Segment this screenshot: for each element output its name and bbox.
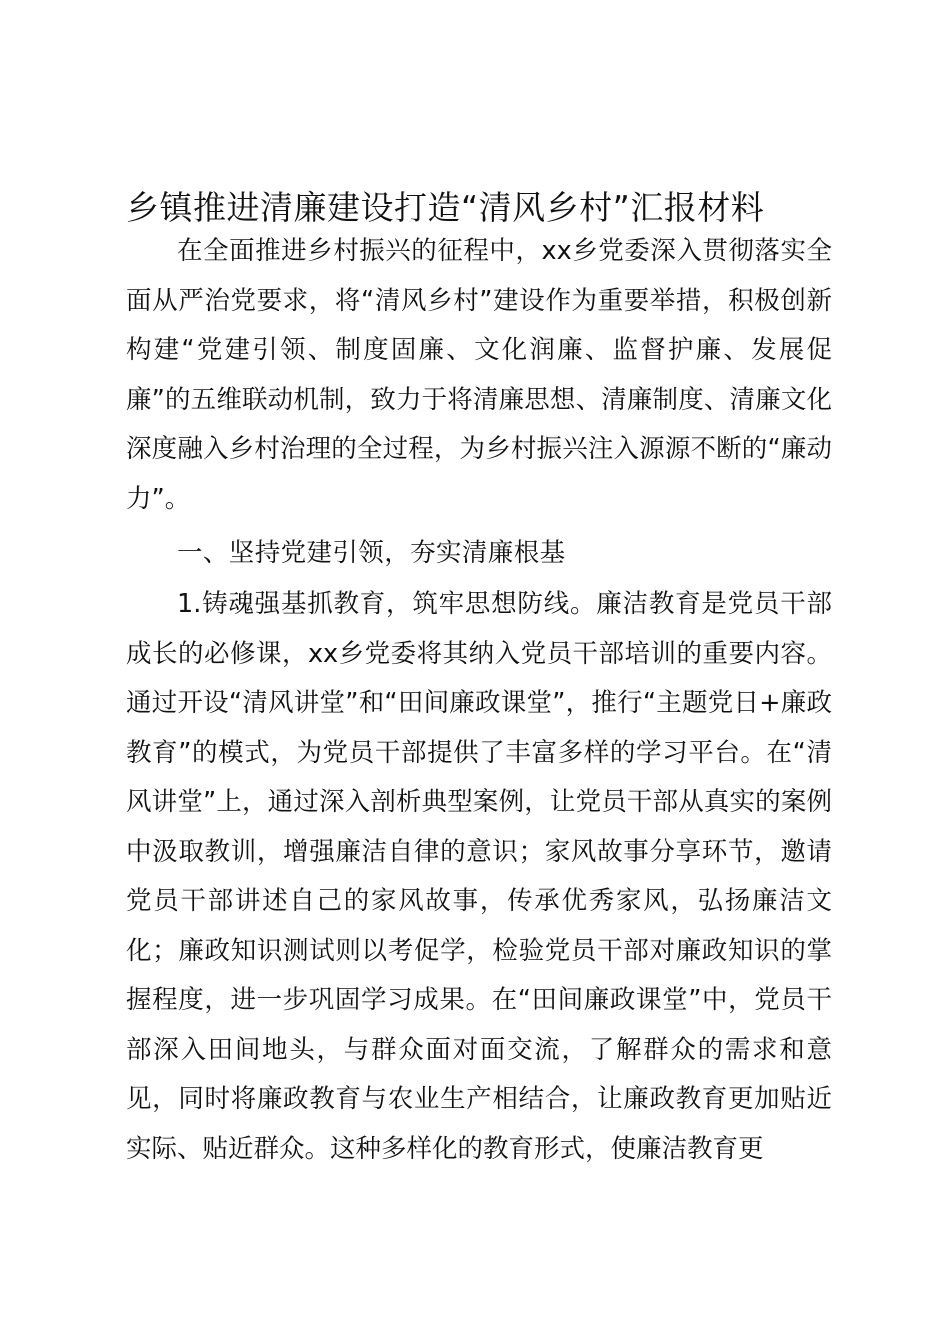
section-heading: 一、坚持党建引领，夯实清廉根基 <box>177 538 566 568</box>
document-title: 乡镇推进清廉建设打造“清风乡村”汇报材料 <box>126 188 765 227</box>
intro-paragraph: 在全面推进乡村振兴的征程中，xx乡党委深入贯彻落实全面从严治党要求，将“清风乡村”建设作为重要举措，积极创新构建“党建引领、制度固廉、文化润廉、监督护廉、发展促廉”的五维联动机制，致力于将清廉思想、清廉制度、清廉文化深度融入乡村治理的全过程，为乡村振兴注入源源不断的“廉动力”。 <box>126 236 832 514</box>
item-1-paragraph: 1.铸魂强基抓教育，筑牢思想防线。廉洁教育是党员干部成长的必修课，xx乡党委将其纳入党员干部培训的重要内容。通过开设“清风讲堂”和“田间廉政课堂”，推行“主题党日+廉政教育”的模式，为党员干部提供了丰富多样的学习平台。在“清风讲堂”上，通过深入剖析典型案例，让党员干部从真实的案例中汲取教训，增强廉洁自律的意识；家风故事分享环节，邀请党员干部讲述自己的家风故事，传承优秀家风，弘扬廉洁文化；廉政知识测试则以考促学，检验党员干部对廉政知识的掌握程度，进一步巩固学习成果。在“田间廉政课堂”中，党员干部深入田间地头，与群众面对面交流，了解群众的需求和意见，同时将廉政教育与农业生产相结合，让廉政教育更加贴近实际、贴近群众。这种多样化的教育形式，使廉洁教育更 <box>126 589 832 1164</box>
